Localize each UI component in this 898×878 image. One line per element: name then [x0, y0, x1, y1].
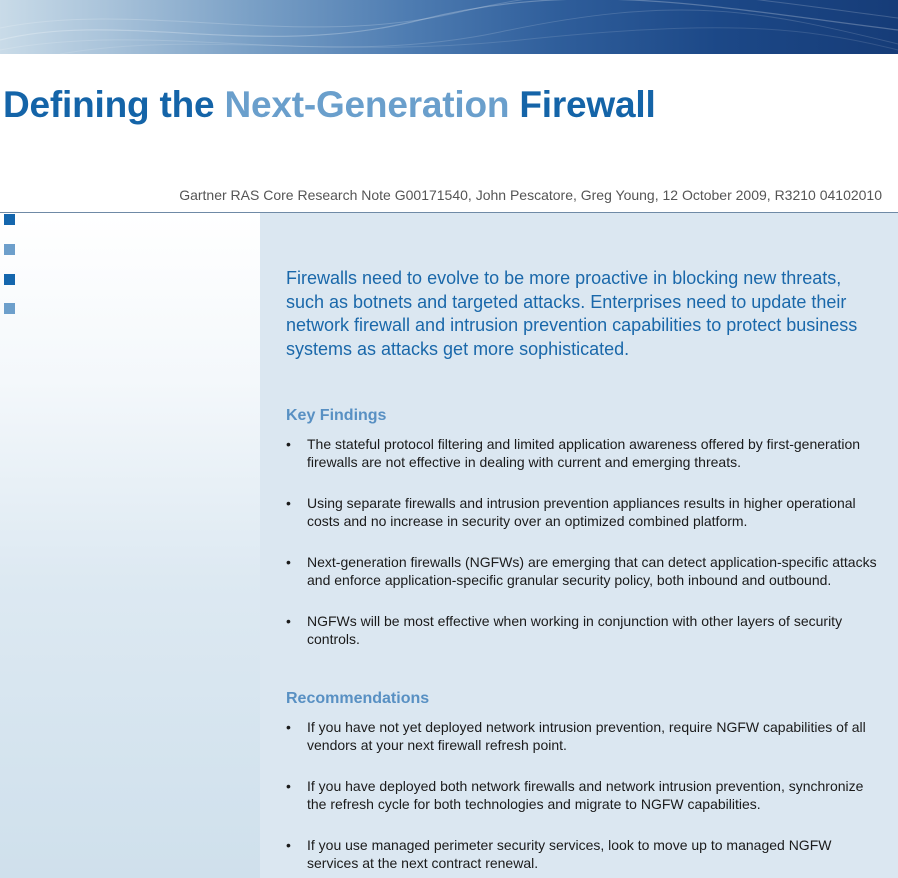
recommendation-item-text: If you have deployed both network firewalls and network intrusion prevention, synchronize the refresh cycle for both technologies and migrate to NGFW capabilities. — [307, 778, 864, 812]
recommendation-item — [286, 778, 884, 813]
bullet-icon: • — [286, 554, 291, 570]
recommendations-list — [286, 719, 884, 878]
recommendation-item — [286, 837, 884, 872]
title-part-1: Defining the — [3, 84, 225, 125]
recommendations-heading: Recommendations — [286, 690, 430, 707]
finding-item — [286, 495, 884, 530]
finding-item-text: NGFWs will be most effective when working in conjunction with other layers of security controls. — [307, 613, 843, 647]
recommendation-item-text: If you use managed perimeter security services, look to move up to managed NGFW services at the next contract renewal. — [307, 837, 832, 871]
finding-item-text: Using separate firewalls and intrusion prevention appliances results in higher operational costs and no increase in security over an optimized combined platform. — [307, 495, 856, 529]
bullet-icon: • — [286, 613, 291, 629]
bullet-icon: • — [286, 778, 291, 794]
finding-item — [286, 554, 884, 589]
bullet-icon: • — [286, 436, 291, 452]
side-square-3 — [4, 274, 15, 285]
side-square-4 — [4, 303, 15, 314]
recommendation-item-text: If you have not yet deployed network intrusion prevention, require NGFW capabilities of all vendors at your next firewall refresh point. — [307, 719, 866, 753]
lead-summary: Firewalls need to evolve to be more proactive in blocking new threats, such as botnets and targeted attacks. Enterprises need to update their network firewall and intrusion prevention capabilities to protect business systems as attacks get more sophisticated. — [286, 268, 858, 359]
key-findings-heading: Key Findings — [286, 407, 387, 424]
title-part-2: Next-Generation — [224, 84, 510, 125]
bullet-icon: • — [286, 719, 291, 735]
bullet-icon: • — [286, 837, 291, 853]
banner-wave-graphic — [0, 0, 898, 54]
finding-item-text: The stateful protocol filtering and limited application awareness offered by first-generation firewalls are not effective in dealing with current and emerging threats. — [307, 436, 861, 470]
page-title — [3, 84, 656, 126]
finding-item — [286, 436, 884, 471]
title-part-3: Firewall — [509, 84, 656, 125]
key-findings-list — [286, 436, 884, 672]
citation-line: Gartner RAS Core Research Note G00171540, John Pescatore, Greg Young, 12 October 2009, R3210 04102010 — [179, 187, 882, 203]
bullet-icon: • — [286, 495, 291, 511]
finding-item — [286, 613, 884, 648]
summary-panel — [260, 213, 898, 878]
side-square-2 — [4, 244, 15, 255]
side-square-1 — [4, 214, 15, 225]
left-margin-column — [0, 213, 260, 878]
header-banner — [0, 0, 898, 54]
finding-item-text: Next-generation firewalls (NGFWs) are emerging that can detect application-specific attacks and enforce application-specific granular security policy, both inbound and outbound. — [307, 554, 877, 588]
recommendation-item — [286, 719, 884, 754]
